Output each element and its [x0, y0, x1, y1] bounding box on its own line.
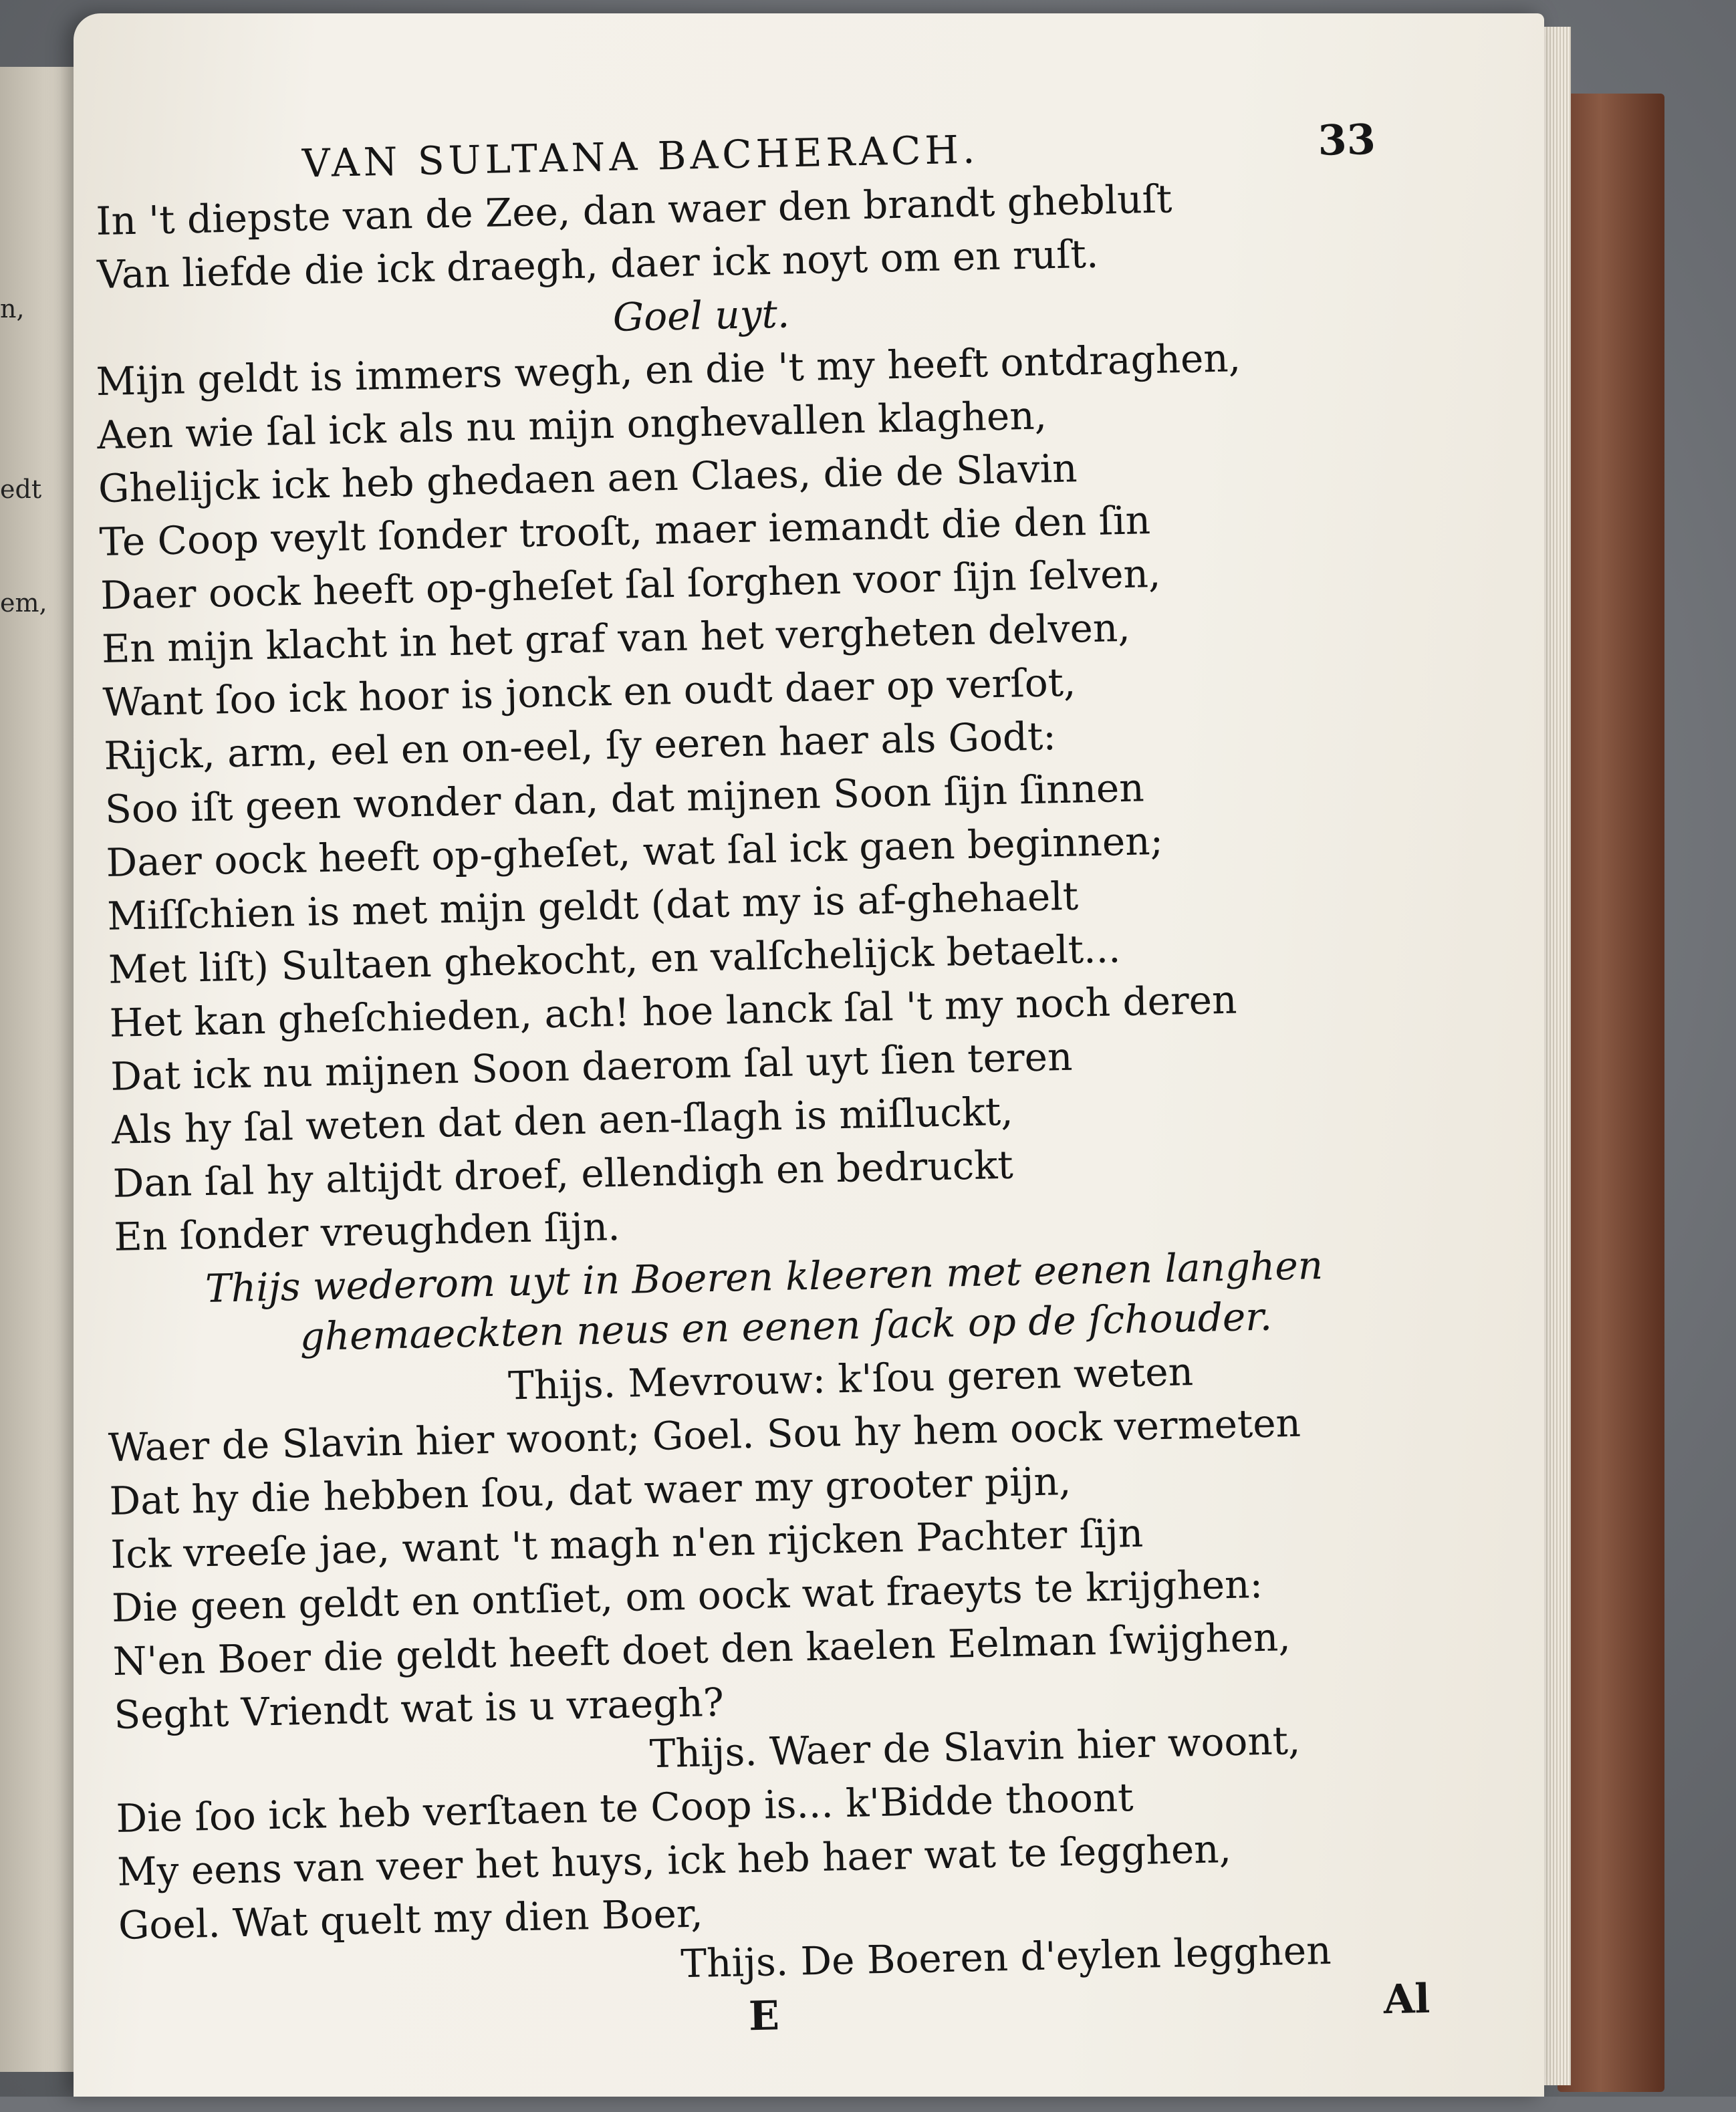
catchword: Al: [1383, 1975, 1431, 2024]
page-content: [52, 0, 1566, 2112]
verse-line: Aen wie ſal ick als nu mijn onghevallen klaghen,: [96, 392, 1047, 458]
running-head: VAN SULTANA BACHERACH.: [301, 126, 980, 186]
verse-line: Waer de Slavin hier woont; Goel. Sou hy hem oock vermeten: [108, 1400, 1301, 1471]
page-number: 33: [1317, 114, 1376, 165]
verse-line: Rijck, arm, eel en on-eel, ſy eeren haer als Godt:: [103, 713, 1057, 779]
left-page-fragment: em,: [0, 588, 47, 618]
verse-line: Want ſoo ick hoor is jonck en oudt daer op verſot,: [102, 659, 1077, 725]
book-cover: [1558, 94, 1664, 2092]
verse-line: Soo iſt geen wonder dan, dat mijnen Soon ſijn ſinnen: [104, 765, 1145, 832]
left-page-fragment: n,: [0, 294, 25, 323]
verse-line: Mijn geldt is immers wegh, en die 't my heeft ontdraghen,: [95, 335, 1241, 405]
verse-line: In 't diepste van de Zee, dan waer den brandt ghebluſt: [95, 176, 1172, 245]
verse-line: Die ſoo ick heb verſtaen te Coop is... k'Bidde thoont: [115, 1774, 1134, 1841]
right-page: [74, 13, 1544, 2097]
verse-line: Het kan gheſchieden, ach! hoe lanck ſal 't my noch deren: [109, 976, 1238, 1046]
verse-line: N'en Boer die geldt heeft doet den kaelen Eelman ſwijghen,: [112, 1614, 1291, 1684]
verse-line: Te Coop veylt ſonder trooſt, maer iemandt die den ſin: [98, 497, 1151, 565]
verse-line: Dan ſal hy altijdt droef, ellendigh en bedruckt: [112, 1142, 1014, 1206]
stage-direction: ghemaeckten neus en eenen ſack op de ſchouder.: [299, 1293, 1273, 1360]
verse-line: Daer oock heeft op-gheſet ſal ſorghen voor ſijn ſelven,: [100, 550, 1161, 619]
verse-line: Seght Vriendt wat is u vraegh?: [113, 1679, 725, 1738]
verse-line: En ſonder vreughden ſijn.: [113, 1203, 621, 1260]
verse-line: Die geen geldt en ontſiet, om oock wat fraeyts te krijghen:: [111, 1561, 1263, 1631]
verse-line: Miſſchien is met mijn geldt (dat my is af-ghehaelt: [106, 873, 1079, 939]
signature-mark: E: [748, 1992, 780, 2040]
verse-line: Thijs. De Boeren d'eylen legghen: [680, 1927, 1332, 1987]
verse-line: Dat ick nu mijnen Soon daerom ſal uyt ſien teren: [110, 1033, 1073, 1099]
verse-line: Daer oock heeft op-gheſet, wat ſal ick gaen beginnen;: [106, 817, 1164, 886]
verse-line: Met liſt) Sultaen ghekocht, en valſchelijck betaelt...: [108, 926, 1122, 993]
verse-line: Thijs. Mevrouw: k'ſou geren weten: [507, 1349, 1194, 1409]
verse-line: Thijs. Waer de Slavin hier woont,: [649, 1717, 1301, 1777]
verse-line: Goel. Wat quelt my dien Boer,: [118, 1890, 704, 1948]
left-page-fragment: edt: [0, 475, 42, 504]
verse-line: Ghelijck ick heb ghedaen aen Claes, die de Slavin: [98, 445, 1078, 512]
verse-line: En mijn klacht in het graf van het vergheten delven,: [101, 604, 1131, 672]
stage-direction: Goel uyt.: [612, 291, 790, 340]
verse-line: Van liefde die ick draegh, daer ick noyt om en ruſt.: [96, 231, 1099, 298]
verse-line: My eens van veer het huys, ick heb haer wat te ſegghen,: [116, 1826, 1232, 1895]
verse-line: Dat hy die hebben ſou, dat waer my grooter pijn,: [109, 1458, 1072, 1525]
verse-line: Als hy ſal weten dat den aen-ſlagh is miſluckt,: [111, 1088, 1014, 1153]
verse-line: Ick vreeſe jae, want 't magh n'en rijcken Pachter ſijn: [110, 1510, 1144, 1578]
stage-direction: Thijs wederom uyt in Boeren kleeren met eenen langhen: [205, 1242, 1324, 1311]
